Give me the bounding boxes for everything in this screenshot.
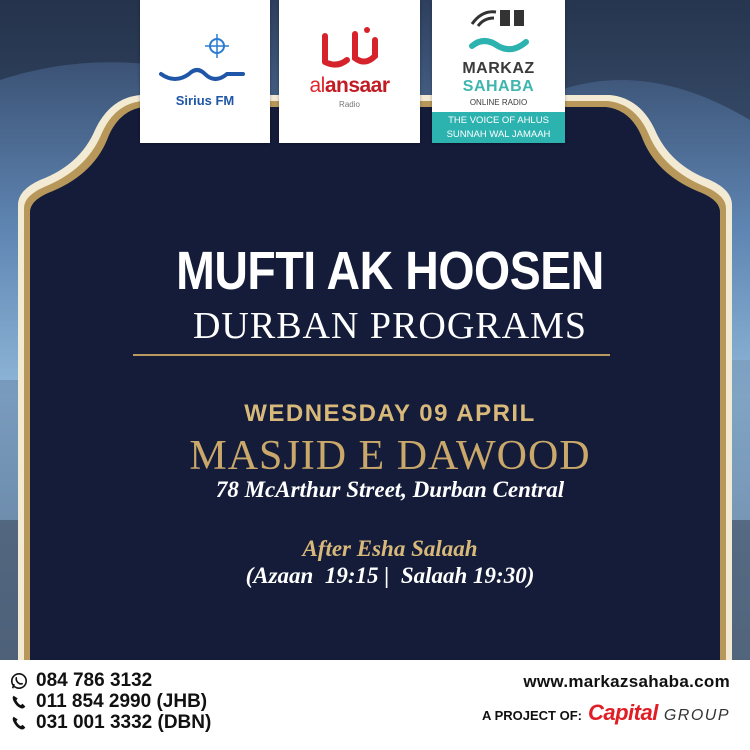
event-time-label: After Esha Salaah — [302, 536, 478, 561]
alansaar-wordmark: alansaar — [309, 74, 390, 97]
radio-signal-icon — [468, 6, 530, 58]
website-link[interactable]: www.markazsahaba.com — [523, 672, 730, 691]
event-date: WEDNESDAY 09 APRIL — [244, 400, 536, 427]
phone-line-dbn[interactable] — [10, 712, 211, 734]
gold-divider — [133, 354, 610, 356]
phone-line-whatsapp[interactable] — [10, 670, 152, 692]
phone-icon — [10, 693, 28, 711]
alansaar-arabic-icon — [317, 22, 383, 70]
capital-brand: Capital — [587, 700, 658, 725]
alansaar-radio-logo — [279, 0, 420, 143]
group-brand: GROUP — [663, 707, 730, 724]
prayer-times: (Azaan 19:15 | Salaah 19:30) — [245, 563, 535, 588]
project-label: A PROJECT OF: — [482, 708, 582, 723]
capital-group-credit — [482, 700, 730, 726]
phone-number: 031 001 3332 (DBN) — [36, 712, 212, 733]
phone-line-jhb[interactable] — [10, 691, 207, 713]
alansaar-sub-label: Radio — [339, 100, 360, 109]
phone-number: 011 854 2990 (JHB) — [36, 691, 208, 712]
speaker-name: MUFTI AK HOOSEN — [176, 241, 604, 301]
sirius-label: Sirius FM — [175, 93, 235, 108]
sahaba-title: SAHABA — [462, 78, 535, 95]
venue-address: 78 McArthur Street, Durban Central — [215, 477, 565, 502]
phone-icon — [10, 714, 28, 732]
phone-number: 084 786 3132 — [36, 670, 153, 691]
whatsapp-icon — [10, 672, 28, 690]
online-radio-label: ONLINE RADIO — [469, 98, 528, 107]
markaz-title: MARKAZ — [462, 60, 535, 77]
sirius-fm-logo — [140, 0, 270, 143]
sirius-arabic-icon — [155, 30, 255, 90]
program-title: DURBAN PROGRAMS — [192, 305, 588, 347]
event-venue: MASJID E DAWOOD — [189, 433, 591, 479]
markaz-tagline: THE VOICE OF AHLUS SUNNAH WAL JAMAAH — [432, 112, 565, 143]
markaz-sahaba-logo — [432, 0, 565, 143]
